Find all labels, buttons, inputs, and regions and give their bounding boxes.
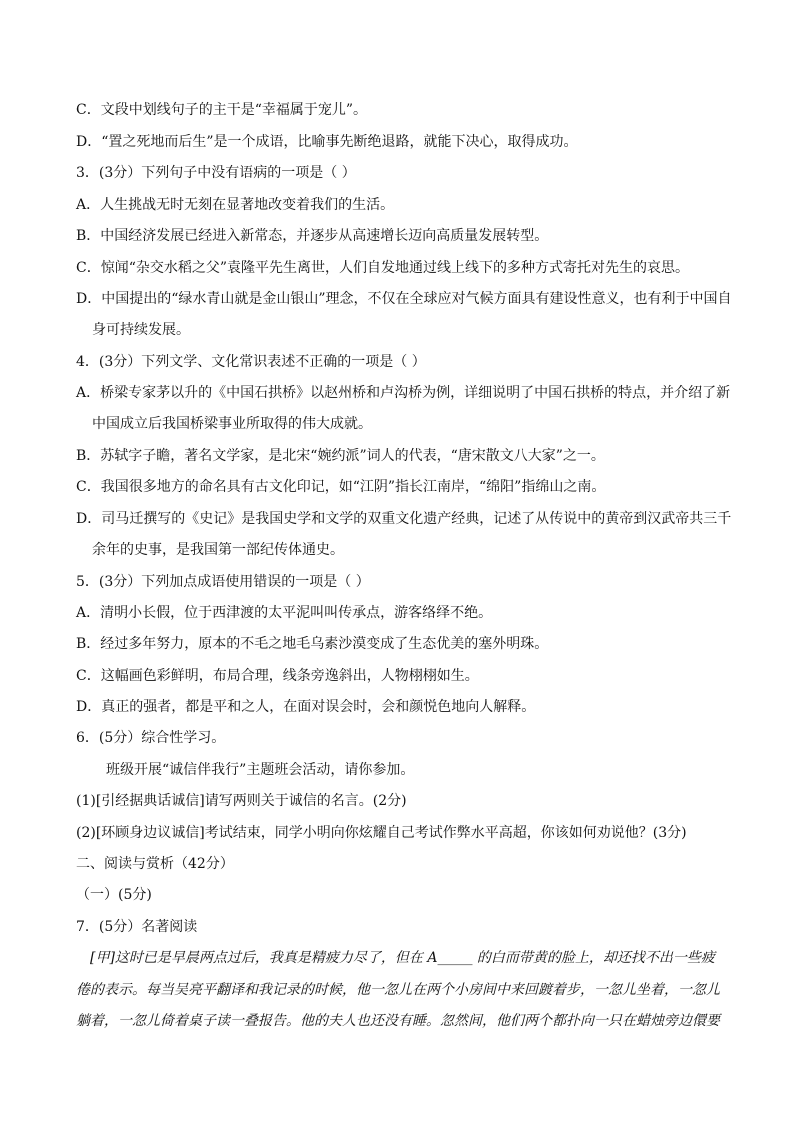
option-d-q2: D．“置之死地而后生”是一个成语，比喻事先断绝退路，就能下决心，取得成功。 (76, 134, 578, 150)
reading-passage-line-2: 倦的表示。每当吴亮平翻译和我记录的时候，他一忽儿在两个小房间中来回踱着步，一忽儿坐着，一忽儿 (76, 982, 720, 998)
option-c-q2: C．文段中划线句子的主干是“幸福属于宠儿”。 (76, 102, 368, 118)
option-b-q3: B．中国经济发展已经进入新常态，并逐步从高速增长迈向高质量发展转型。 (76, 228, 549, 244)
option-d-q4: D．司马迁撰写的《史记》是我国史学和文学的双重文化遗产经典，记述了从传说中的黄帝到汉武帝共三千 (76, 511, 732, 527)
option-d-q4-cont: 余年的史事，是我国第一部纪传体通史。 (92, 542, 344, 558)
option-d-q3: D．中国提出的“绿水青山就是金山银山”理念，不仅在全球应对气候方面具有建设性意义，也有利于中国自 (76, 291, 732, 307)
section-2-heading: 二、阅读与赏析（42分） (76, 856, 234, 872)
q6-part-2: (2)[环顾身边议诚信]考试结束，同学小明向你炫耀自己考试作弊水平高超，你该如何劝说他？(3分) (76, 825, 687, 841)
subsection-1-heading: （一）(5分) (76, 887, 152, 903)
option-b-q5: B．经过多年努力，原本的不毛之地毛乌素沙漠变成了生态优美的塞外明珠。 (76, 636, 549, 652)
reading-passage-line-1: [甲]这时已是早晨两点过后，我真是精疲力尽了，但在 A_____ 的白而带黄的脸上，却还找不出一些疲 (90, 950, 715, 966)
option-a-q3: A．人生挑战无时无刻在显著地改变着我们的生活。 (76, 197, 395, 213)
option-b-q4: B．苏轼字子瞻，著名文学家，是北宋“婉约派”词人的代表，“唐宋散文八大家”之一。 (76, 448, 605, 464)
option-c-q3: C．惊闻“杂交水稻之父”袁隆平先生离世，人们自发地通过线上线下的多种方式寄托对先生的哀思。 (76, 260, 690, 276)
question-6: 6．(5分）综合性学习。 (76, 730, 226, 746)
option-a-q4-cont: 中国成立后我国桥梁事业所取得的伟大成就。 (92, 416, 372, 432)
q6-part-1: (1)[引经据典话诚信]请写两则关于诚信的名言。(2分) (76, 793, 407, 809)
question-3: 3．(3分）下列句子中没有语病的一项是（ ） (76, 165, 356, 181)
reading-passage-line-3: 躺着，一忽儿倚着桌子读一叠报告。他的夫人也还没有睡。忽然间，他们两个都扑向一只在蜡烛旁边儇要 (76, 1013, 720, 1029)
question-7: 7．(5分）名著阅读 (76, 919, 198, 935)
option-c-q4: C．我国很多地方的命名具有古文化印记，如“江阴”指长江南岸，“绵阳”指绵山之南。 (76, 479, 606, 495)
question-5: 5．(3分）下列加点成语使用错误的一项是（ ） (76, 574, 370, 590)
q6-intro: 班级开展“诚信伴我行”主题班会活动，请你参加。 (106, 762, 415, 778)
option-a-q5: A．清明小长假，位于西津渡的太平泥叫叫传承点，游客络绎不绝。 (76, 605, 493, 621)
option-a-q4: A．桥梁专家茅以升的《中国石拱桥》以赵州桥和卢沟桥为例，详细说明了中国石拱桥的特点，并介绍了新 (76, 385, 731, 401)
question-4: 4．(3分）下列文学、文化常识表述不正确的一项是（ ） (76, 354, 426, 370)
option-c-q5: C．这幅画色彩鲜明，布局合理，线条旁逸斜出，人物栩栩如生。 (76, 668, 479, 684)
option-d-q3-cont: 身可持续发展。 (92, 322, 190, 338)
option-d-q5: D．真正的强者，都是平和之人，在面对误会时，会和颜悦色地向人解释。 (76, 699, 536, 715)
